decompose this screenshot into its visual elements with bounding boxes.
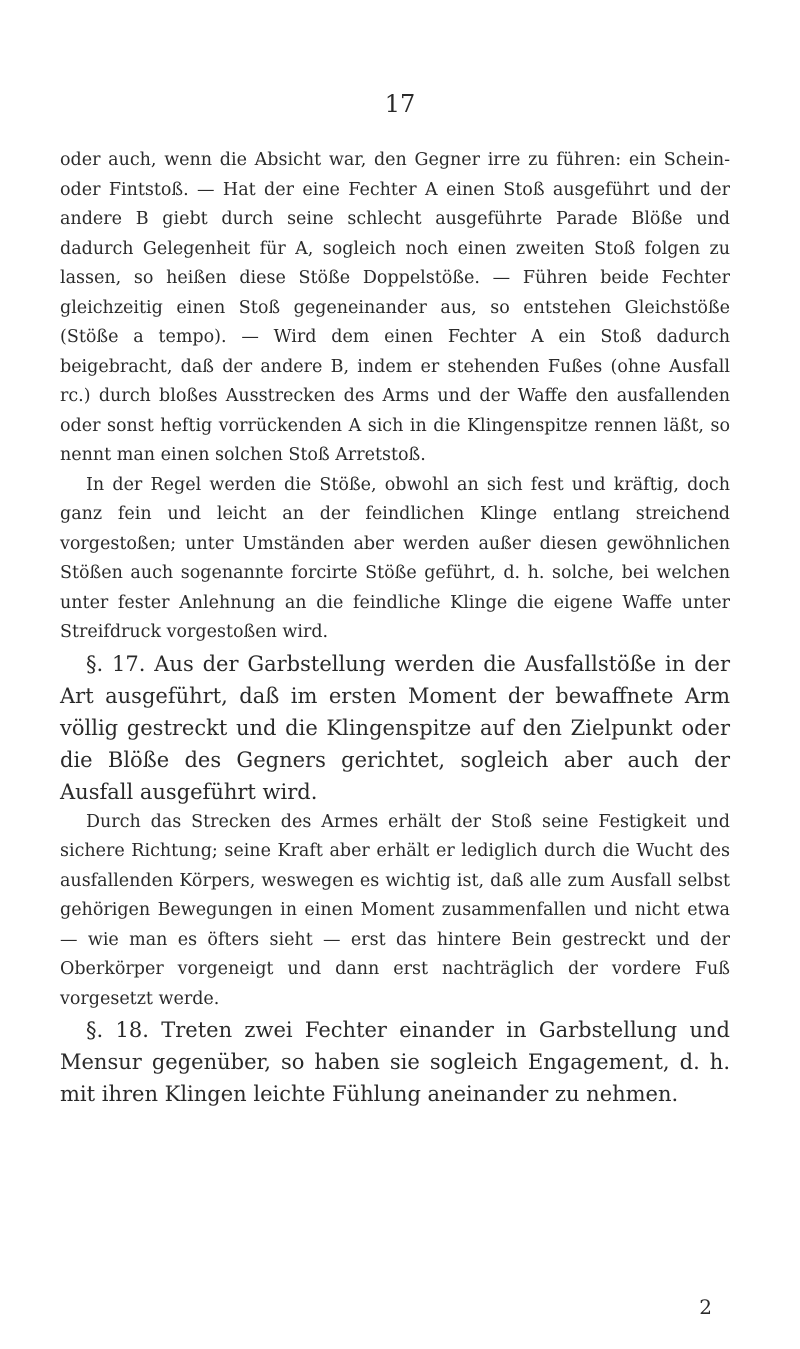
paragraph: Durch das Strecken des Armes erhält der Stoß seine Festigkeit und sichere Richtung; seine Kraft aber erhält er lediglich durch die Wucht des ausfallenden Körpers, weswegen es wichtig ist, daß alle zum Ausfall selbst gehörigen Bewegungen in einen Moment zusammenfallen und nicht etwa — wie man es öfters sieht — erst das hintere Bein gestreckt und der Oberkörper vorgeneigt und dann erst nachträglich der vordere Fuß vorgesetzt werde.	[60, 811, 730, 1009]
section-paragraph: §. 17. Aus der Garbstellung werden die Ausfallstöße in der Art ausgeführt, daß im ersten Moment der bewaffnete Arm völlig gestreckt und die Klingenspitze auf den Zielpunkt oder die Blöße des Gegners gerichtet, sogleich aber auch der Ausfall ausgeführt wird.	[60, 651, 730, 804]
paragraph: In der Regel werden die Stöße, obwohl an sich fest und kräftig, doch ganz fein und leicht an der feindlichen Klinge entlang streichend vorgestoßen; unter Umständen aber werden außer diesen gewöhnlichen Stößen auch sogenannte forcirte Stöße geführt, d. h. solche, bei welchen unter fester Anlehnung an die feindliche Klinge die eigene Waffe unter Streifdruck vorgestoßen wird.	[60, 474, 730, 642]
paragraph: oder auch, wenn die Absicht war, den Gegner irre zu führen: ein Schein- oder Fintstoß. — Hat der eine Fechter A einen Stoß ausgeführt und der andere B giebt durch seine schlecht ausgeführte Parade Blöße und dadurch Gelegenheit für A, sogleich noch einen zweiten Stoß folgen zu lassen, so heißen diese Stöße Doppelstöße. — Führen beide Fechter gleichzeitig einen Stoß gegeneinander aus, so entstehen Gleichstöße (Stöße a tempo). — Wird dem einen Fechter A ein Stoß dadurch beigebracht, daß der andere B, indem er stehenden Fußes (ohne Ausfall rc.) durch bloßes Ausstrecken des Arms und der Waffe den ausfallenden oder sonst heftig vorrückenden A sich in die Klingenspitze rennen läßt, so nennt man einen solchen Stoß Arretstoß.	[60, 150, 730, 465]
signature-mark: 2	[699, 1295, 712, 1319]
page-number: 17	[384, 90, 416, 118]
section-paragraph: §. 18. Treten zwei Fechter einander in Garbstellung und Mensur gegenüber, so haben sie sogleich Engagement, d. h. mit ihren Klingen leichte Fühlung aneinander zu nehmen.	[60, 1018, 730, 1106]
page-body	[60, 146, 730, 1110]
